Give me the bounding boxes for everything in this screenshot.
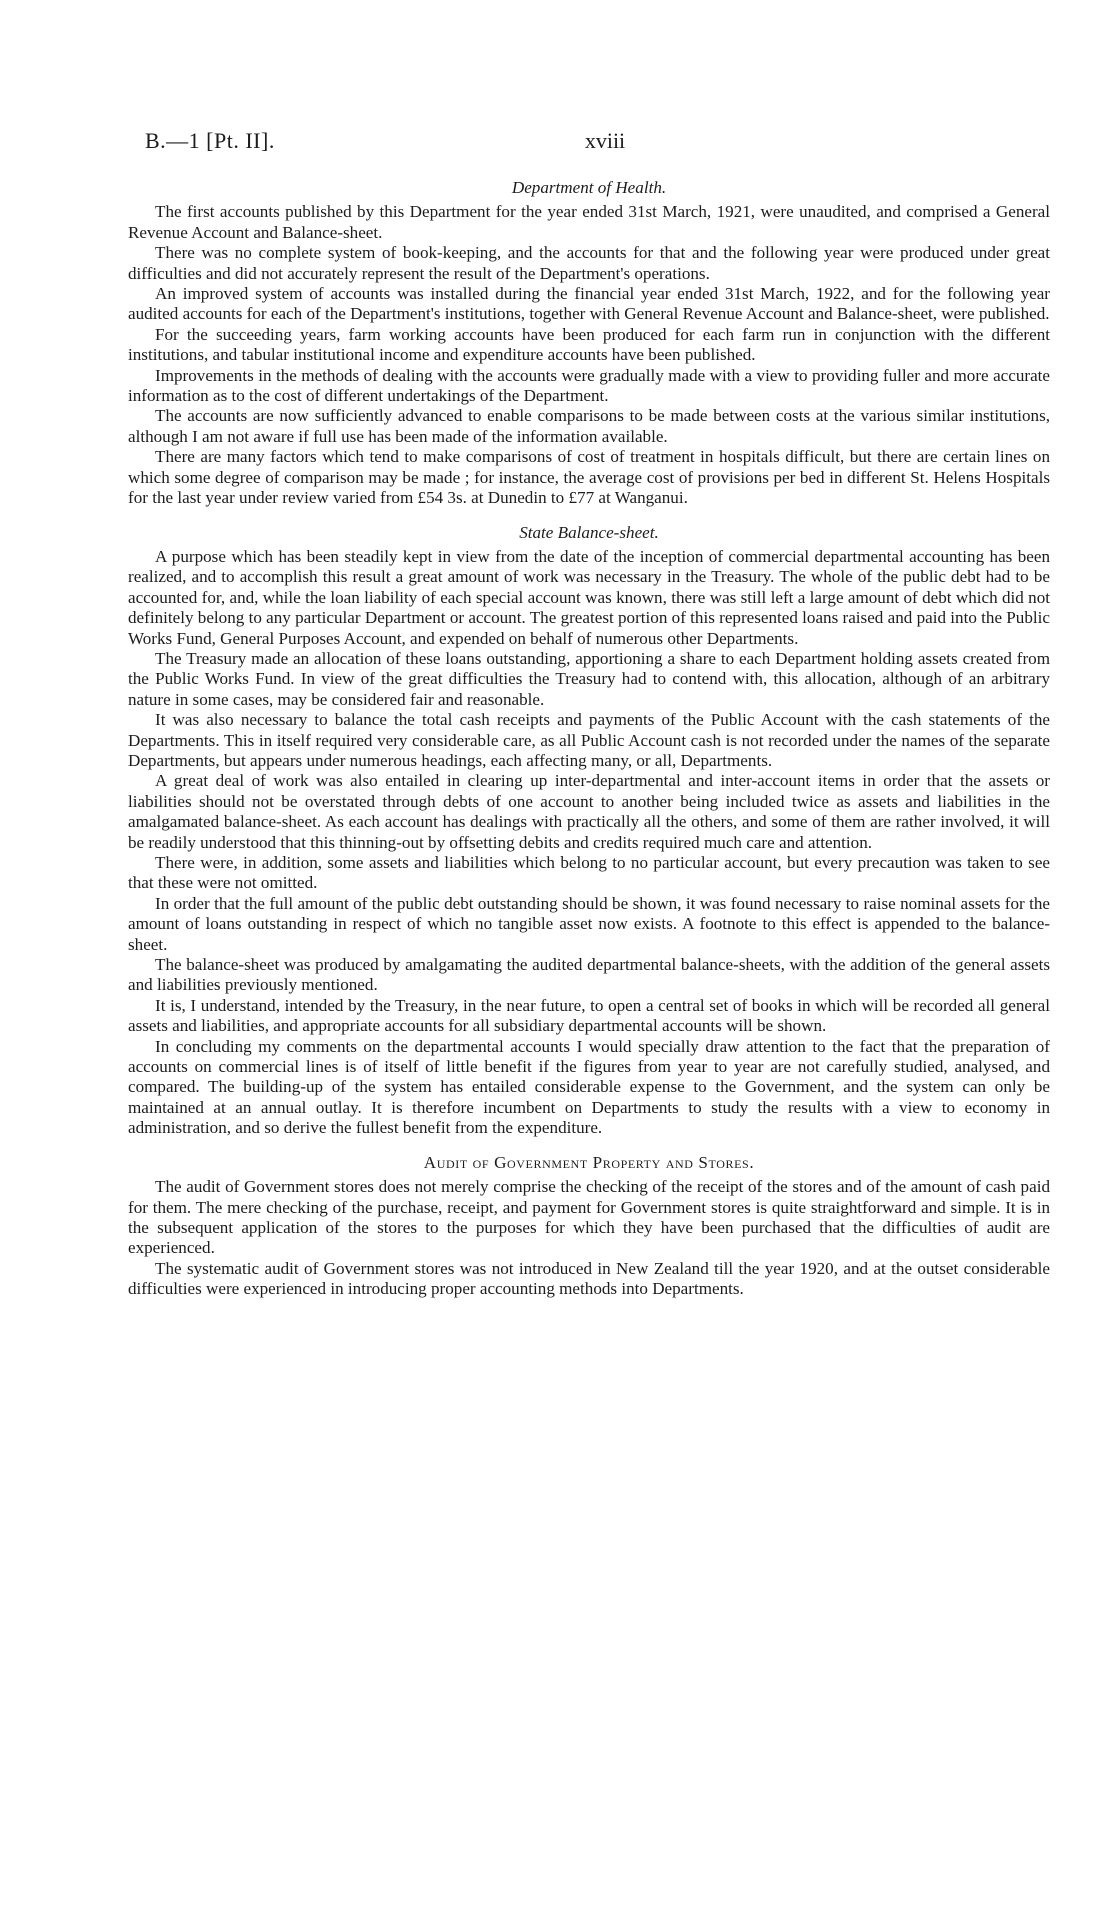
paragraph: A great deal of work was also entailed in clearing up inter-departmental and inter-account items in order that the assets or liabilities should not be overstated through debts of one account to another being included twice as assets and liabilities in the amalgamated balance-sheet. As each account has dealings with practically all the others, and some of them are rather involved, it will be readily understood that this thinning-out by offsetting debits and credits required much care and attention.: [128, 771, 1050, 852]
document-reference: B.—1 [Pt. II].: [145, 128, 275, 153]
section-audit-of-stores: [128, 1153, 1050, 1300]
page-body: [128, 178, 1050, 1314]
paragraph: For the succeeding years, farm working accounts have been produced for each farm run in conjunction with the different institutions, and tabular institutional income and expenditure accounts have been published.: [128, 324, 1050, 365]
paragraph: A purpose which has been steadily kept in view from the date of the inception of commercial departmental accounting has been realized, and to accomplish this result a great amount of work was necessary in the Treasury. The whole of the public debt had to be accounted for, and, while the loan liability of each special account was known, there was still left a large amount of debt which did not definitely belong to any particular Department or account. The greatest portion of this represented loans raised and paid into the Public Works Fund, General Purposes Account, and expended on behalf of numerous other Departments.: [128, 546, 1050, 648]
paragraph: An improved system of accounts was installed during the financial year ended 31st March, 1922, and for the following year audited accounts for each of the Department's institutions, together with General Revenue Account and Balance-sheet, were published.: [128, 284, 1050, 324]
paragraph: The accounts are now sufficiently advanced to enable comparisons to be made between costs at the various similar institutions, although I am not aware if full use has been made of the information available.: [128, 406, 1050, 446]
paragraph: The audit of Government stores does not merely comprise the checking of the receipt of the stores and of the amount of cash paid for them. The mere checking of the purchase, receipt, and payment for Government stores is quite straightforward and simple. It is in the subsequent application of the stores to the purposes for which they have been purchased that the difficulties of audit are experienced.: [128, 1177, 1050, 1258]
paragraph: It was also necessary to balance the total cash receipts and payments of the Public Account with the cash statements of the Departments. This in itself required very considerable care, as all Public Account cash is not recorded under the names of the separate Departments, but appears under numerous headings, each affecting many, or all, Departments.: [128, 710, 1050, 770]
paragraph: In concluding my comments on the departmental accounts I would specially draw attention to the fact that the preparation of accounts on commercial lines is of itself of little benefit if the figures from year to year are not carefully studied, analysed, and compared. The building-up of the system has entailed considerable expense to the Government, and the system can only be maintained at an annual outlay. It is therefore incumbent on Departments to study the results with a view to economy in administration, and so derive the fullest benefit from the expenditure.: [128, 1036, 1050, 1138]
section-heading: Department of Health.: [511, 178, 667, 197]
section-heading: Audit of Government Property and Stores.: [423, 1152, 755, 1172]
paragraph: The Treasury made an allocation of these loans outstanding, apportioning a share to each Department holding assets created from the Public Works Fund. In view of the great difficulties the Treasury had to contend with, this allocation, although of an arbitrary nature in some cases, may be considered fair and reasonable.: [128, 648, 1050, 709]
section-department-of-health: [128, 178, 1050, 509]
paragraph: There was no complete system of book-keeping, and the accounts for that and the following year were produced under great difficulties and did not accurately represent the result of the Department's operations.: [128, 243, 1050, 283]
page-header: [145, 128, 1065, 168]
section-heading: State Balance-sheet.: [519, 522, 659, 542]
paragraph: There are many factors which tend to make comparisons of cost of treatment in hospitals difficult, but there are certain lines on which some degree of comparison may be made ; for instance, the average cost of provisions per bed in different St. Helens Hospitals for the last year under review varied from £54 3s. at Dunedin to £77 at Wanganui.: [128, 447, 1050, 508]
paragraph: In order that the full amount of the public debt outstanding should be shown, it was found necessary to raise nominal assets for the amount of loans outstanding in respect of which no tangible asset now exists. A footnote to this effect is appended to the balance-sheet.: [128, 893, 1050, 954]
paragraph: The balance-sheet was produced by amalgamating the audited departmental balance-sheets, with the addition of the general assets and liabilities previously mentioned.: [128, 955, 1050, 995]
section-state-balance-sheet: [128, 523, 1050, 1139]
paragraph: It is, I understand, intended by the Treasury, in the near future, to open a central set of books in which will be recorded all general assets and liabilities, and appropriate accounts for all subsidiary departmental accounts will be shown.: [128, 995, 1050, 1036]
paragraph: There were, in addition, some assets and liabilities which belong to no particular account, but every precaution was taken to see that these were not omitted.: [128, 853, 1050, 893]
paragraph: The systematic audit of Government stores was not introduced in New Zealand till the year 1920, and at the outset considerable difficulties were experienced in introducing proper accounting methods into Departments.: [128, 1258, 1050, 1299]
page-number: xviii: [584, 128, 626, 153]
paragraph: Improvements in the methods of dealing with the accounts were gradually made with a view to providing fuller and more accurate information as to the cost of different undertakings of the Department.: [128, 365, 1050, 406]
paragraph: The first accounts published by this Department for the year ended 31st March, 1921, were unaudited, and comprised a General Revenue Account and Balance-sheet.: [128, 202, 1050, 242]
